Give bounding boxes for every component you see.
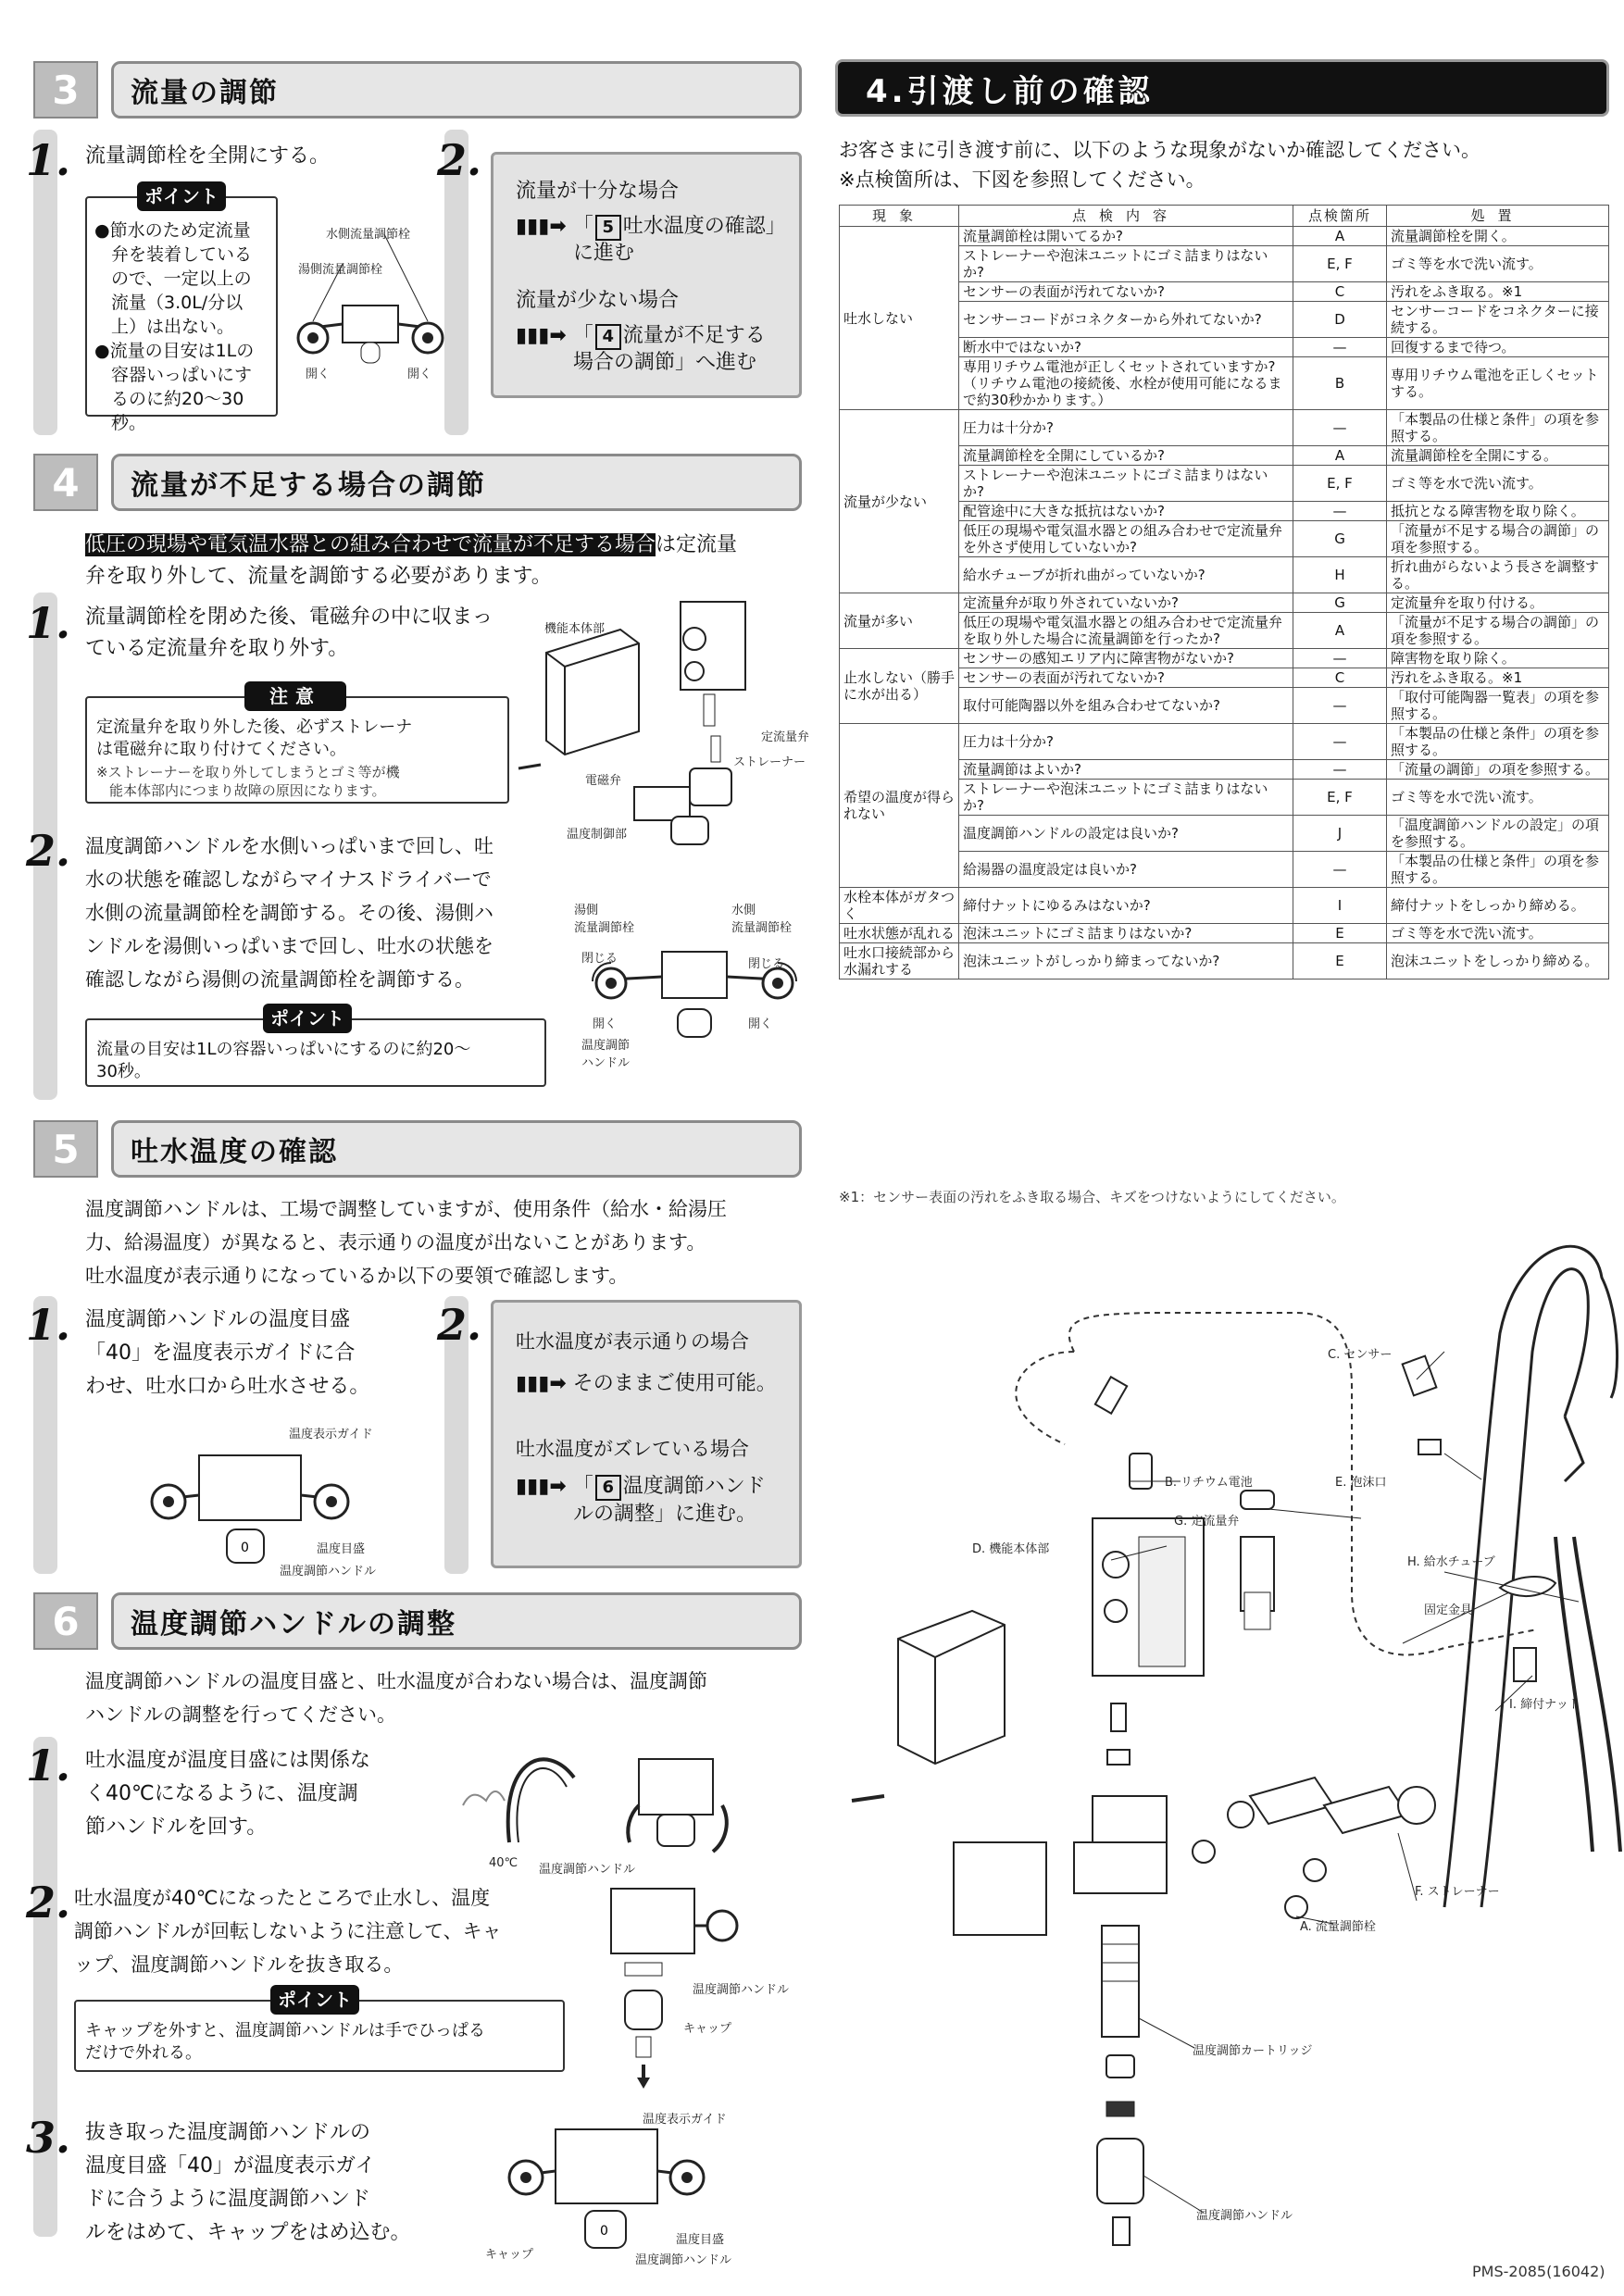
label-handle: 温度調節ハンドル [635, 2253, 732, 2267]
label-valve: G. 定流量弁 [1174, 1515, 1240, 1529]
section-intro: 温度調節ハンドルは、工場で調整していますが、使用条件（給水・給湯圧 力、給湯温度）が異なると、表示通りの温度が出ないことがあります。 吐水温度が表示通りになっているか以下の要領で確認します。 [85, 1198, 727, 1287]
action-cell: 「本製品の仕様と条件」の項を参照する。 [1387, 410, 1609, 446]
check-location-cell: J [1293, 816, 1387, 852]
step-number: 2. [437, 135, 482, 185]
action-cell: 「流量の調節」の項を参照する。 [1387, 760, 1609, 780]
check-location-cell: C [1293, 668, 1387, 688]
caution-text: 定流量弁を取り外した後、必ずストレーナ は電磁弁に取り付けてください。 [96, 718, 413, 759]
check-item-cell: 流量調節栓は開いてるか? [959, 227, 1293, 246]
label-ctrl: 温度制御部 [567, 828, 628, 842]
action-cell: センサーコードをコネクターに接続する。 [1387, 302, 1609, 338]
action-cell: 折れ曲がらないよう長さを調整する。 [1387, 557, 1609, 593]
section-number: 4 [33, 454, 98, 511]
action-cell: 「温度調節ハンドルの設定」の項を参照する。 [1387, 816, 1609, 852]
label-body: 機能本体部 [544, 622, 606, 636]
section-number: 6 [33, 1592, 98, 1650]
label-battery: B. リチウム電池 [1165, 1476, 1253, 1490]
phenomenon-cell: 流量が少ない [840, 410, 959, 593]
section-5-header [33, 1120, 802, 1178]
label-hot: 湯側 流量調節栓 [574, 904, 635, 935]
section-6-header [33, 1592, 802, 1650]
check-item-cell: 圧力は十分か? [959, 410, 1293, 446]
check-item-cell: 給水チューブが折れ曲がっていないか? [959, 557, 1293, 593]
check-item-cell: ストレーナーや泡沫ユニットにゴミ詰まりはないか? [959, 246, 1293, 282]
action-cell: 「本製品の仕様と条件」の項を参照する。 [1387, 852, 1609, 888]
label-handle: 温度調節ハンドル [539, 1863, 636, 1877]
label-solenoid: 電磁弁 [585, 774, 622, 788]
check-location-cell: — [1293, 724, 1387, 760]
section-4-header [33, 454, 802, 511]
action-cell: 流量調節栓を開く。 [1387, 227, 1609, 246]
step-number: 2. [437, 1300, 482, 1350]
section-intro: お客さまに引き渡す前に、以下のような現象がないか確認してください。 ※点検箇所は、下図を参照してください。 [839, 139, 1480, 191]
step-number: 3. [26, 2113, 71, 2163]
phenomenon-cell: 水栓本体がガタつく [840, 888, 959, 924]
step-number: 1. [26, 1741, 71, 1791]
label-handle: 温度調節ハンドル [693, 1983, 790, 1997]
check-location-cell: — [1293, 760, 1387, 780]
check-item-cell: 泡沫ユニットがしっかり締まってないか? [959, 943, 1293, 980]
check-location-cell: — [1293, 852, 1387, 888]
table-row [840, 593, 1609, 613]
check-item-cell: 取付可能陶器以外を組み合わせてないか? [959, 688, 1293, 724]
step-number: 1. [26, 135, 71, 185]
step-number: 1. [26, 598, 71, 648]
action-cell: 流量調節栓を全開にする。 [1387, 446, 1609, 466]
phenomenon-cell: 希望の温度が得られない [840, 724, 959, 888]
step-number: 2. [26, 1878, 71, 1928]
check-location-cell: — [1293, 410, 1387, 446]
label-flow: A. 流量調節栓 [1300, 1920, 1376, 1934]
document-id: PMS-2085(16042) [1472, 2263, 1605, 2280]
label-guide: 温度表示ガイド [289, 1428, 373, 1441]
label-valve: 定流量弁 [761, 730, 810, 744]
action-cell: 汚れをふき取る。※1 [1387, 668, 1609, 688]
point-label: ポイント [270, 1985, 359, 2015]
table-row [840, 227, 1609, 246]
temp-guide-figure [139, 1435, 417, 1574]
table-header-row [840, 206, 1609, 227]
phenomenon-cell: 吐水状態が乱れる [840, 924, 959, 943]
action-cell: 「流量が不足する場合の調節」の項を参照する。 [1387, 613, 1609, 649]
action-cell: 「取付可能陶器一覧表」の項を参照する。 [1387, 688, 1609, 724]
action-cell: ゴミ等を水で洗い流す。 [1387, 246, 1609, 282]
point-text: キャップを外すと、温度調節ハンドルは手でひっぱる だけで外れる。 [85, 2021, 485, 2063]
section-title: 温度調節ハンドルの調整 [111, 1592, 802, 1650]
check-location-cell: I [1293, 888, 1387, 924]
label-close-right: 閉じる [748, 957, 785, 971]
phenomenon-cell: 止水しない（勝手に水が出る） [840, 649, 959, 724]
check-item-cell: 温度調節ハンドルの設定は良いか? [959, 816, 1293, 852]
label-cap: キャップ [683, 2022, 732, 2036]
check-item-cell: ストレーナーや泡沫ユニットにゴミ詰まりはないか? [959, 466, 1293, 502]
col-header: 点検箇所 [1293, 206, 1387, 227]
phenomenon-cell: 吐水しない [840, 227, 959, 410]
step-text: 吐水温度が温度目盛には関係な く40℃になるように、温度調 節ハンドルを回す。 [85, 1749, 371, 1839]
check-item-cell: 定流量弁が取り外されていないか? [959, 593, 1293, 613]
label-body: D. 機能本体部 [972, 1542, 1050, 1556]
section-number: 3 [33, 61, 98, 119]
case-title: 吐水温度がズレている場合 [516, 1438, 749, 1460]
section-title: 流量の調節 [111, 61, 802, 119]
table-row [840, 888, 1609, 924]
check-item-cell: 流量調節栓を全開にしているか? [959, 446, 1293, 466]
check-item-cell: ストレーナーや泡沫ユニットにゴミ詰まりはないか? [959, 780, 1293, 816]
label-scale: 温度目盛 [676, 2233, 725, 2247]
table-row [840, 943, 1609, 980]
caution-box [85, 685, 509, 804]
label-open-left: 開く [593, 1017, 618, 1031]
section-title: 4.引渡し前の確認 [835, 59, 1609, 117]
label-scale: 温度目盛 [317, 1542, 366, 1556]
check-location-cell: G [1293, 593, 1387, 613]
check-item-cell: 専用リチウム電池が正しくセットされていますか?（リチウム電池の接続後、水栓が使用可能になるまで約30秒かかります。） [959, 357, 1293, 410]
table-row [840, 924, 1609, 943]
check-location-cell: E, F [1293, 466, 1387, 502]
flow-result-box [491, 152, 802, 398]
check-location-cell: A [1293, 446, 1387, 466]
footnote: ※1：センサー表面の汚れをふき取る場合、キズをつけないようにしてください。 [839, 1189, 1345, 1205]
col-header: 現象 [840, 206, 959, 227]
svg-text:0: 0 [600, 2224, 608, 2239]
label-sensor: C. センサー [1328, 1348, 1393, 1362]
check-location-cell: E [1293, 924, 1387, 943]
label-cap: キャップ [485, 2248, 534, 2262]
point-box [85, 1007, 546, 1087]
label-hot-valve: 湯側流量調節栓 [298, 263, 383, 277]
check-item-cell: 低圧の現場や電気温水器との組み合わせで定流量弁を外さず使用していないか? [959, 521, 1293, 557]
label-open-right: 開く [407, 368, 432, 381]
label-close-left: 閉じる [581, 952, 618, 966]
step-text: 温度調節ハンドルを水側いっぱいまで回し、吐 水の状態を確認しながらマイナスドライバーで 水側の流量調節栓を調節する。その後、湯側ハ ンドルを湯側いっぱいまで回し、吐水の状態を 確認しながら湯側の流量調節栓を調節する。 [85, 835, 493, 991]
label-bracket: 固定金具 [1424, 1603, 1473, 1617]
check-item-cell: 流量調節はよいか? [959, 760, 1293, 780]
exploded-parts-diagram [833, 1204, 1611, 2259]
section-3-header [33, 61, 802, 119]
svg-text:0: 0 [241, 1541, 249, 1555]
label-cold-valve: 水側流量調節栓 [326, 228, 411, 242]
action-cell: 抵抗となる障害物を取り除く。 [1387, 502, 1609, 521]
action-cell: 障害物を取り除く。 [1387, 649, 1609, 668]
step-text: 温度調節ハンドルの温度目盛 「40」を温度表示ガイドに合 わせ、吐水口から吐水させる。 [85, 1308, 370, 1398]
check-location-cell: D [1293, 302, 1387, 338]
check-location-cell: — [1293, 338, 1387, 357]
phenomenon-cell: 流量が多い [840, 593, 959, 649]
action-cell: ゴミ等を水で洗い流す。 [1387, 924, 1609, 943]
action-cell: ゴミ等を水で洗い流す。 [1387, 466, 1609, 502]
check-item-cell: 配管途中に大きな抵抗はないか? [959, 502, 1293, 521]
check-location-cell: C [1293, 282, 1387, 302]
check-item-cell: センサーの感知エリア内に障害物がないか? [959, 649, 1293, 668]
action-cell: 「流量が不足する場合の調節」の項を参照する。 [1387, 521, 1609, 557]
check-location-cell: — [1293, 688, 1387, 724]
label-aerator: E. 泡沫口 [1335, 1476, 1387, 1490]
label-handle: 温度調節 ハンドル [581, 1039, 631, 1070]
case-title: 吐水温度が表示通りの場合 [516, 1330, 749, 1353]
check-location-cell: H [1293, 557, 1387, 593]
case-title: 流量が十分な場合 [516, 180, 680, 203]
case-goto: ▮▮▮➡ そのままご使用可能。 [516, 1372, 777, 1395]
action-cell: 汚れをふき取る。※1 [1387, 282, 1609, 302]
label-cartridge: 温度調節カートリッジ [1193, 2044, 1313, 2058]
action-cell: 定流量弁を取り付ける。 [1387, 593, 1609, 613]
check-item-cell: 給湯器の温度設定は良いか? [959, 852, 1293, 888]
label-handle: 温度調節ハンドル [1196, 2209, 1293, 2223]
step-text: 流量調節栓を閉めた後、電磁弁の中に収まっ ている定流量弁を取り外す。 [85, 605, 493, 660]
table-row [840, 410, 1609, 446]
step-number: 1. [26, 1300, 71, 1350]
label-tube: H. 給水チューブ [1407, 1555, 1495, 1569]
section-title: 流量が不足する場合の調節 [111, 454, 802, 511]
point-box [74, 1989, 565, 2072]
case-goto: ▮▮▮➡ 「 6 温度調節ハンド ルの調整」に進む。 [516, 1475, 766, 1526]
check-table [839, 205, 1609, 980]
label-temp: 40℃ [489, 1856, 518, 1870]
case-title: 流量が少ない場合 [516, 289, 680, 312]
check-item-cell: 低圧の現場や電気温水器との組み合わせで定流量弁を取り外した場合に流量調節を行ったか? [959, 613, 1293, 649]
check-item-cell: 圧力は十分か? [959, 724, 1293, 760]
point-label: ポイント [137, 181, 226, 211]
point-box [85, 185, 278, 433]
point-label: ポイント [263, 1004, 352, 1033]
check-location-cell: E, F [1293, 780, 1387, 816]
caution-note: ※ストレーナーを取り外してしまうとゴミ等が機 能本体部内につまり故障の原因になります。 [96, 764, 400, 799]
table-row [840, 649, 1609, 668]
action-cell: 専用リチウム電池を正しくセットする。 [1387, 357, 1609, 410]
check-location-cell: A [1293, 613, 1387, 649]
check-item-cell: センサーの表面が汚れてないか? [959, 668, 1293, 688]
check-location-cell: — [1293, 502, 1387, 521]
handle-rotate-figure [444, 1703, 667, 1861]
section-intro: 温度調節ハンドルの温度目盛と、吐水温度が合わない場合は、温度調節 ハンドルの調整を行ってください。 [85, 1670, 707, 1726]
section-intro: 低圧の現場や電気温水器との組み合わせで流量が不足する場合は定流量 弁を取り外して、流量を調節する必要があります。 [85, 533, 738, 588]
label-cold: 水側 流量調節栓 [731, 904, 793, 935]
label-open-left: 開く [306, 368, 331, 381]
point-text: 流量の目安は1Lの容器いっぱいにするのに約20～ 30秒。 [96, 1040, 471, 1081]
label-strainer: F. ストレーナー [1415, 1885, 1500, 1899]
section-number: 5 [33, 1120, 98, 1178]
temp-result-box [491, 1300, 802, 1568]
col-header: 点検内容 [959, 206, 1293, 227]
action-cell: 回復するまで待つ。 [1387, 338, 1609, 357]
action-cell: 「本製品の仕様と条件」の項を参照する。 [1387, 724, 1609, 760]
case-goto: ▮▮▮➡ 「 4 流量が不足する 場合の調節」へ進む [516, 324, 766, 374]
check-location-cell: — [1293, 649, 1387, 668]
step-text: 抜き取った温度調節ハンドルの 温度目盛「40」が温度表示ガイ ドに合うように温度調節ハンド ルをはめて、キャップをはめ込む。 [85, 2121, 411, 2244]
case-goto: ▮▮▮➡ 「 5 吐水温度の確認」 に進む [516, 215, 786, 265]
action-cell: 締付ナットをしっかり締める。 [1387, 888, 1609, 924]
check-location-cell: A [1293, 227, 1387, 246]
check-item-cell: 締付ナットにゆるみはないか? [959, 888, 1293, 924]
step-text: 流量調節栓を全開にする。 [85, 144, 331, 168]
caution-label: 注意 [244, 681, 346, 711]
check-item-cell: 断水中ではないか? [959, 338, 1293, 357]
check-location-cell: E, F [1293, 246, 1387, 282]
check-location-cell: G [1293, 521, 1387, 557]
label-nut: I. 締付ナット [1509, 1698, 1580, 1712]
check-item-cell: センサーコードがコネクターから外れてないか? [959, 302, 1293, 338]
table-row [840, 724, 1609, 760]
label-strainer: ストレーナー [733, 755, 806, 769]
strainer-removal-figure [518, 574, 796, 852]
label-guide: 温度表示ガイド [643, 2113, 727, 2127]
phenomenon-cell: 吐水口接続部から水漏れする [840, 943, 959, 980]
step-text: 吐水温度が40℃になったところで止水し、温度 調節ハンドルが回転しないように注意して、キャ ップ、温度調節ハンドルを抜き取る。 [74, 1887, 502, 1976]
check-location-cell: B [1293, 357, 1387, 410]
section-title: 吐水温度の確認 [111, 1120, 802, 1178]
check-item-cell: 泡沫ユニットにゴミ詰まりはないか? [959, 924, 1293, 943]
label-open-right: 開く [748, 1017, 773, 1031]
check-location-cell: E [1293, 943, 1387, 980]
point-text: ●節水のため定流量 弁を装着している ので、一定以上の 流量（3.0L/分以 上）は出ない。 ●流量の目安は1Lの 容器いっぱいにす るのに約20～30秒。 [94, 220, 255, 433]
label-handle: 温度調節ハンドル [280, 1565, 377, 1578]
flow-valve-figure [287, 218, 454, 384]
action-cell: ゴミ等を水で洗い流す。 [1387, 780, 1609, 816]
check-item-cell: センサーの表面が汚れてないか? [959, 282, 1293, 302]
col-header: 処置 [1387, 206, 1609, 227]
step-number: 2. [26, 826, 71, 876]
action-cell: 泡沫ユニットをしっかり締める。 [1387, 943, 1609, 980]
